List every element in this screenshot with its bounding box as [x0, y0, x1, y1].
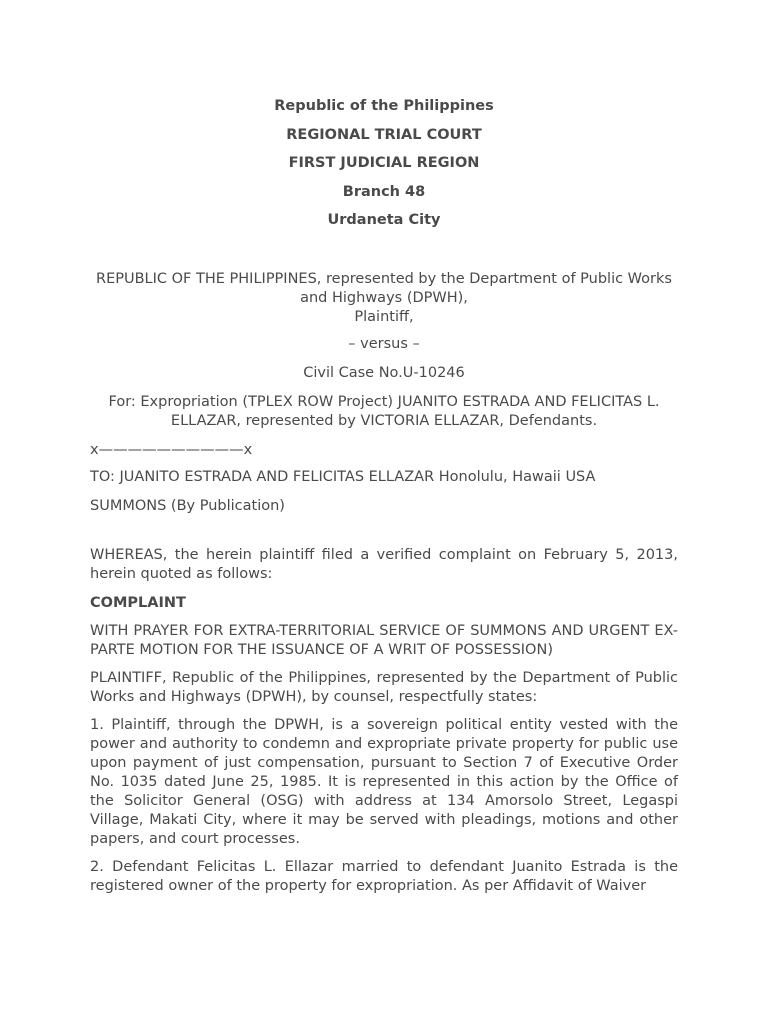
versus-text: – versus – — [348, 335, 420, 352]
civil-case-number: Civil Case No.U-10246 — [303, 364, 465, 381]
addressee-line: TO: JUANITO ESTRADA AND FELICITAS ELLAZAR Honolulu, Hawaii USA — [90, 468, 596, 485]
summons-title: SUMMONS (By Publication) — [90, 497, 285, 514]
caption-separator: x——————————x — [90, 441, 253, 458]
header-city: Urdaneta City — [327, 212, 441, 228]
header-court: REGIONAL TRIAL COURT — [286, 126, 482, 143]
complaint-paragraph-2: 2. Defendant Felicitas L. Ellazar married to defendant Juanito Estrada is the registered owner of the property for expropriation. As per Affidavit of Waiver — [90, 858, 678, 894]
complaint-paragraph-1: 1. Plaintiff, through the DPWH, is a sovereign political entity vested with the power and authority to condemn and expropriate private property for public use upon payment of just compensation, pursuant to Section 7 of Executive Order No. 1035 dated June 25, 1985. It is represented in this action by the Office of the Solicitor General (OSG) with address at 134 Amorsolo Street, Legaspi Village, Makati City, where it may be served with pleadings, motions and other papers, and court processes. — [90, 716, 678, 847]
header-region: FIRST JUDICIAL REGION — [288, 155, 480, 171]
case-caption — [90, 270, 678, 431]
whereas-paragraph: WHEREAS, the herein plaintiff filed a verified complaint on February 5, 2013, herein quoted as follows: — [90, 546, 678, 582]
complaint-heading: COMPLAINT — [90, 594, 186, 611]
header-branch: Branch 48 — [342, 183, 426, 200]
document-page — [90, 92, 678, 896]
complaint-intro: PLAINTIFF, Republic of the Philippines, represented by the Department of Public Works and Highways (DPWH), by counsel, respectfully states: — [90, 669, 678, 705]
complaint-subtitle: WITH PRAYER FOR EXTRA-TERRITORIAL SERVICE OF SUMMONS AND URGENT EX-PARTE MOTION FOR THE ISSUANCE OF A WRIT OF POSSESSION) — [90, 622, 678, 658]
header-republic: Republic of the Philippines — [274, 98, 494, 114]
plaintiff-label: Plaintiff, — [354, 308, 414, 325]
case-subject: For: Expropriation (TPLEX ROW Project) JUANITO ESTRADA AND FELICITAS L. ELLAZAR, represented by VICTORIA ELLAZAR, Defendants. — [108, 393, 660, 429]
plaintiff-description: REPUBLIC OF THE PHILIPPINES, represented by the Department of Public Works and Highways (DPWH), — [96, 270, 672, 306]
court-header — [90, 92, 678, 235]
